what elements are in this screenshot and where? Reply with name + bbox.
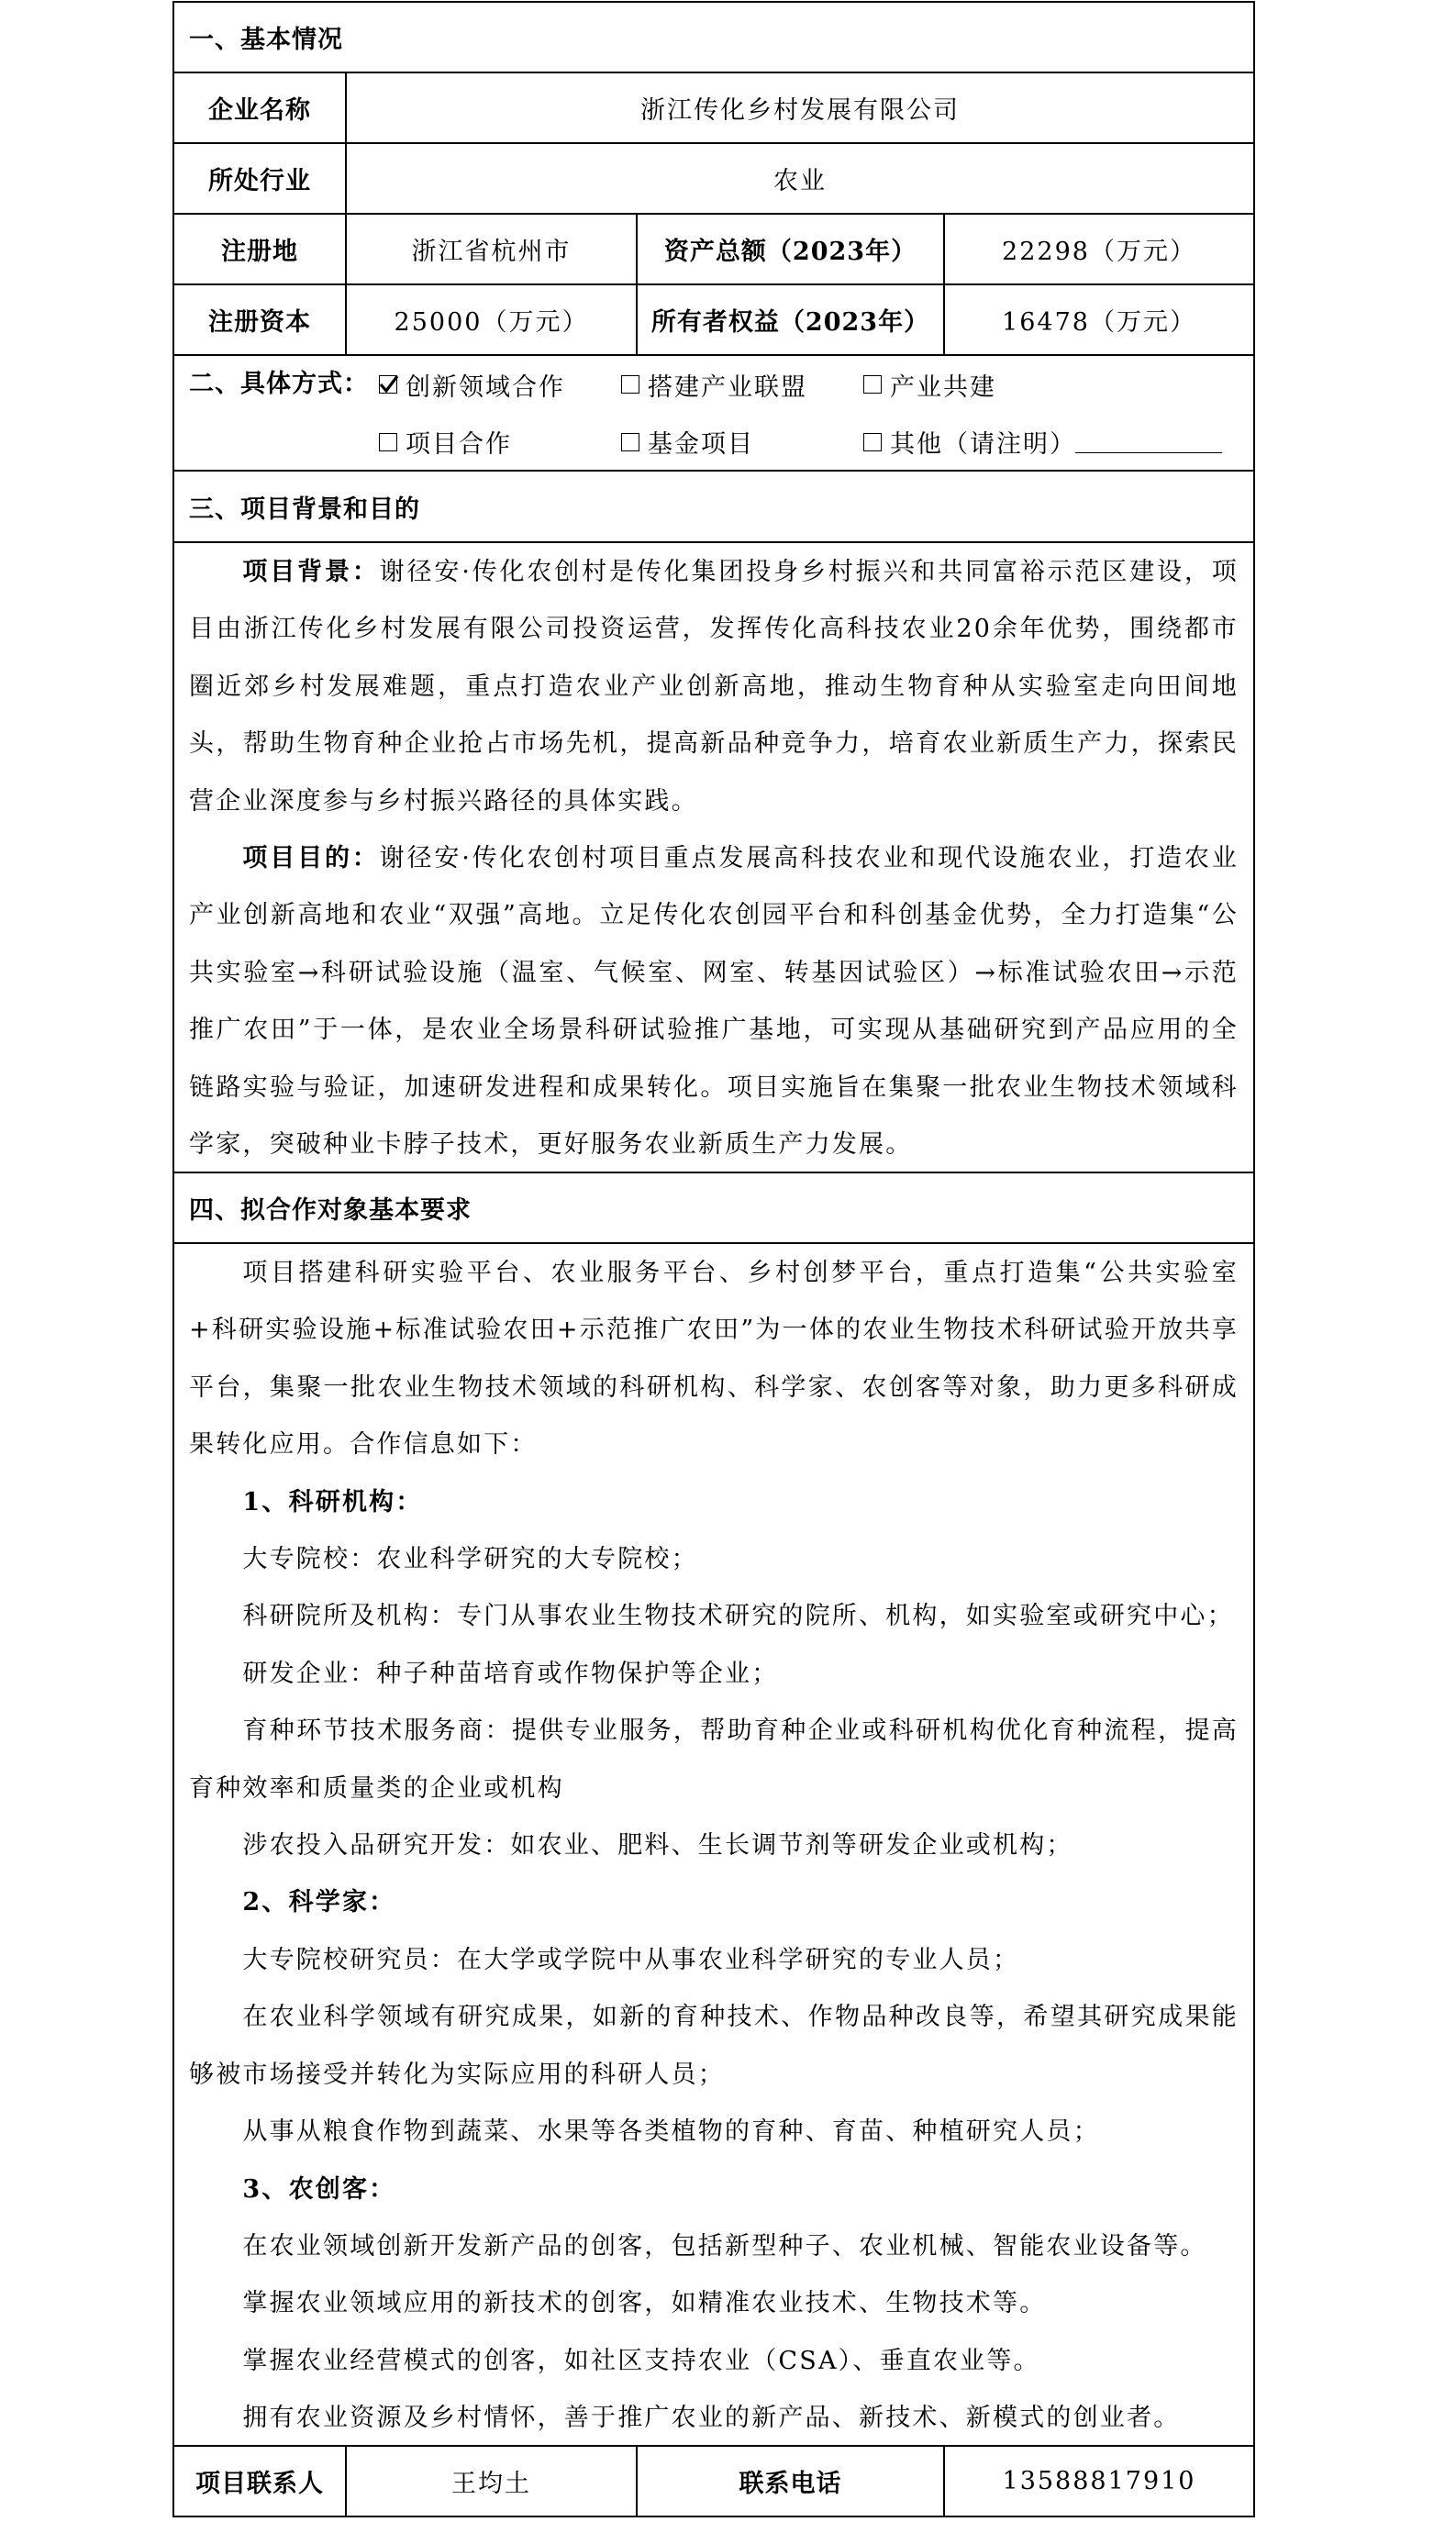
subheading-research-institutions: 1、科研机构： (242, 1487, 423, 1517)
list-item: 在农业科学领域有研究成果，如新的育种技术、作物品种改良等，希望其研究成果能够被市场接受并转化为实际应用的科研人员； (189, 2003, 1239, 2089)
contact-phone-value: 13588817910 (945, 2447, 1253, 2516)
contact-person-value: 王均土 (347, 2447, 636, 2516)
cooperation-method-row (174, 356, 1253, 470)
option-label: 创新领域合作 (406, 372, 565, 402)
list-item: 掌握农业经营模式的创客，如社区支持农业（CSA）、垂直农业等。 (242, 2346, 1040, 2375)
section-title-cooperation-method: 二、具体方式： (189, 370, 369, 398)
cooperation-form-table (172, 1, 1255, 2517)
owner-equity-value: 16478（万元） (945, 285, 1253, 354)
industry-label: 所处行业 (174, 144, 345, 213)
paragraph-text: 谢径安·传化农创村项目重点发展高科技农业和现代设施农业，打造农业产业创新高地和农业“双强”高地。立足传化农创园平台和科创基金优势，全力打造集“公共实验室→科研试验设施（温室、气候室、网室、转基因试验区）→标准试验农田→示范推广农田”于一体，是农业全场景科研试验推广基地，可实现从基础研究到产品应用的全链路实验与验证，加速研发进程和成果转化。项目实施旨在集聚一批农业生物技术领域科学家，突破种业卡脖子技术，更好服务农业新质生产力发展。 (189, 844, 1239, 1160)
registered-capital-label: 注册资本 (174, 285, 345, 354)
background-body (174, 543, 1253, 1172)
requirements-intro: 项目搭建科研实验平台、农业服务平台、乡村创梦平台，重点打造集“公共实验室+科研实验设施+标准试验农田+示范推广农田”为一体的农业生物技术科研试验开放共享平台，集聚一批农业生物技术领域的科研机构、科学家、农创客等对象，助力更多科研成果转化应用。合作信息如下： (189, 1259, 1239, 1460)
total-assets-label: 资产总额（2023年） (638, 215, 943, 283)
paragraph-text: 谢径安·传化农创村是传化集团投身乡村振兴和共同富裕示范区建设，项目由浙江传化乡村发展有限公司投资运营，发挥传化高科技农业20余年优势，围绕都市圈近郊乡村发展难题，重点打造农业产业创新高地，推动生物育种从实验室走向田间地头，帮助生物育种企业抢占市场先机，提高新品种竞争力，培育农业新质生产力，探索民营企业深度参与乡村振兴路径的具体实践。 (189, 558, 1239, 816)
section-title-background: 三、项目背景和目的 (174, 472, 1253, 541)
list-item: 研发企业：种子种苗培育或作物保护等企业； (242, 1659, 779, 1688)
list-item: 涉农投入品研究开发：如农业、肥料、生长调节剂等研发企业或机构； (242, 1831, 1073, 1861)
paragraph-label: 项目背景： (242, 558, 380, 586)
paragraph-label: 项目目的： (242, 844, 380, 873)
other-specify-blank-line (1075, 452, 1222, 453)
list-item: 大专院校研究员：在大学或学院中从事农业科学研究的专业人员； (242, 1945, 1020, 1974)
industry-value: 农业 (347, 144, 1253, 213)
list-item: 大专院校：农业科学研究的大专院校； (242, 1545, 698, 1574)
company-name-label: 企业名称 (174, 73, 345, 142)
option-industry-alliance (621, 356, 807, 413)
list-item: 育种环节技术服务商：提供专业服务，帮助育种企业或科研机构优化育种流程，提高育种效率和质量类的企业或机构 (189, 1717, 1239, 1803)
option-project-cooperation (379, 413, 512, 470)
company-name-value: 浙江传化乡村发展有限公司 (347, 73, 1253, 142)
checkbox-checked-icon (379, 375, 397, 394)
option-innovation-cooperation (379, 356, 565, 413)
owner-equity-label: 所有者权益（2023年） (638, 285, 943, 354)
option-label: 产业共建 (890, 372, 996, 402)
option-fund-project (621, 413, 754, 470)
subheading-agri-makers: 3、农创客： (242, 2174, 396, 2204)
contact-phone-label: 联系电话 (638, 2447, 943, 2516)
option-label: 其他（请注明） (890, 430, 1076, 460)
requirements-body (174, 1244, 1253, 2445)
registered-location-label: 注册地 (174, 215, 345, 283)
option-label: 基金项目 (648, 430, 754, 460)
total-assets-value: 22298（万元） (945, 215, 1253, 283)
checkbox-icon (863, 375, 882, 394)
option-other (863, 413, 1076, 470)
list-item: 科研院所及机构：专门从事农业生物技术研究的院所、机构，如实验室或研究中心； (242, 1602, 1234, 1631)
option-industry-co-construction (863, 356, 996, 413)
option-label: 搭建产业联盟 (648, 372, 807, 402)
list-item: 在农业领域创新开发新产品的创客，包括新型种子、农业机械、智能农业设备等。 (242, 2231, 1207, 2261)
list-item: 掌握农业领域应用的新技术的创客，如精准农业技术、生物技术等。 (242, 2289, 1047, 2318)
paragraph-project-background (189, 544, 1239, 830)
contact-person-label: 项目联系人 (174, 2447, 345, 2516)
section-title-requirements: 四、拟合作对象基本要求 (174, 1173, 1253, 1242)
list-item: 从事从粮食作物到蔬菜、水果等各类植物的育种、育苗、种植研究人员； (242, 2117, 1100, 2147)
section-title-basic-info: 一、基本情况 (174, 3, 1253, 72)
registered-capital-value: 25000（万元） (347, 285, 636, 354)
list-item: 拥有农业资源及乡村情怀，善于推广农业的新产品、新技术、新模式的创业者。 (242, 2404, 1181, 2433)
checkbox-icon (621, 375, 639, 394)
checkbox-icon (863, 433, 882, 451)
registered-location-value: 浙江省杭州市 (347, 215, 636, 283)
paragraph-project-purpose (189, 830, 1239, 1172)
subheading-scientists: 2、科学家： (242, 1888, 396, 1917)
checkbox-icon (621, 433, 639, 451)
option-label: 项目合作 (406, 430, 512, 460)
checkbox-icon (379, 433, 397, 451)
